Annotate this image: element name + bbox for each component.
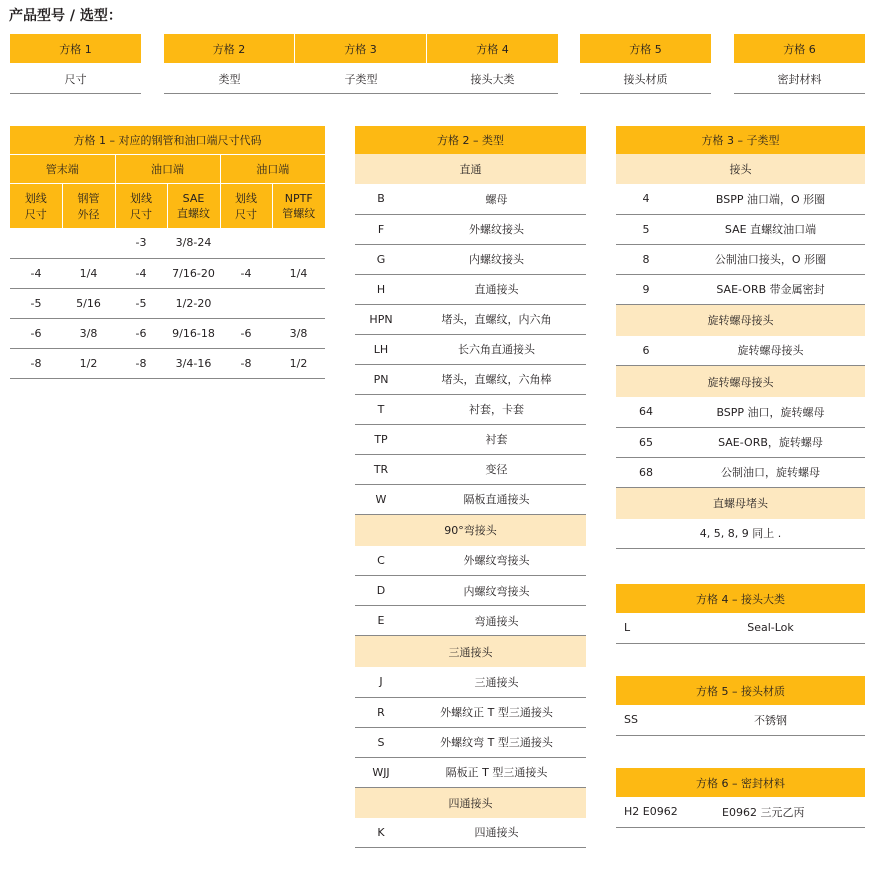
table-row: -5 5/16 -5 1/2-20 (10, 288, 325, 318)
table-row: TP 衬套 (355, 424, 586, 454)
table-row: 6 旋转螺母接头 (616, 336, 865, 366)
fitting-class-title: 方格 4 – 接头大类 (696, 592, 785, 606)
table-row: G 内螺纹接头 (355, 244, 586, 274)
table-row: D 内螺纹弯接头 (355, 576, 586, 606)
table-row: J 三通接头 (355, 667, 586, 697)
box5-label: 接头材质 (580, 64, 711, 94)
table-row: 4 BSPP 油口端，O 形圈 (616, 184, 865, 214)
fitting-class-table (616, 584, 865, 644)
seal-material-title: 方格 6 – 密封材料 (696, 776, 785, 790)
table-row: 8 公制油口接头，O 形圈 (616, 244, 865, 274)
box1-label: 尺寸 (10, 64, 141, 94)
column-header: 钢管 外径 (62, 184, 115, 229)
table-row: H 直通接头 (355, 274, 586, 304)
table-row: T 衬套，卡套 (355, 394, 586, 424)
column-header: 划线 尺寸 (115, 184, 167, 229)
box4-label: 接头大类 (427, 64, 558, 94)
material-title: 方格 5 – 接头材质 (696, 684, 785, 698)
subtype-table-title: 方格 3 – 子类型 (701, 134, 780, 147)
table-row: 4, 5, 8, 9 同上 . (616, 519, 865, 549)
section-header: 90°弯接头 (444, 524, 497, 537)
section-header: 旋转螺母接头 (707, 314, 774, 327)
table-row: 64 BSPP 油口，旋转螺母 (616, 397, 865, 427)
column-header: NPTF 管螺纹 (282, 191, 316, 220)
table-row: B 螺母 (355, 184, 586, 214)
table-row: -3 3/8-24 (10, 228, 325, 258)
subtype-table (616, 126, 865, 549)
box6-label: 密封材料 (734, 64, 865, 94)
table-row: C 外螺纹弯接头 (355, 546, 586, 576)
table-row: L Seal-Lok (616, 613, 865, 643)
box3-header: 方格 3 (295, 34, 427, 63)
type-table-title: 方格 2 – 类型 (437, 134, 504, 147)
group-port-end: 油口端 (220, 155, 325, 184)
table-row: WJJ 隔板正 T 型三通接头 (355, 757, 586, 787)
section-header: 四通接头 (448, 796, 493, 810)
material-table (616, 676, 865, 736)
seal-material-table (616, 768, 865, 828)
table-row: F 外螺纹接头 (355, 214, 586, 244)
column-header: SAE 直螺纹 (167, 184, 220, 229)
table-row: R 外螺纹正 T 型三通接头 (355, 697, 586, 727)
table-row: 68 公制油口，旋转螺母 (616, 457, 865, 487)
group-port-end: 油口端 (115, 155, 220, 184)
table-row: HPN 堵头，直螺纹，内六角 (355, 304, 586, 334)
box4-header: 方格 4 (427, 34, 558, 63)
section-header: 直通 (459, 163, 482, 176)
box2-label: 类型 (164, 64, 295, 94)
table-row: S 外螺纹弯 T 型三通接头 (355, 727, 586, 757)
box3-label: 子类型 (295, 64, 427, 94)
table-row: 9 SAE-ORB 带金属密封 (616, 274, 865, 304)
section-header: 三通接头 (448, 645, 493, 659)
page-title: 产品型号 / 选型： (9, 8, 122, 24)
box2-header: 方格 2 (164, 34, 295, 63)
box6-header: 方格 6 (734, 34, 865, 63)
type-table (355, 126, 586, 848)
table-row: E 弯通接头 (355, 606, 586, 636)
box1-header: 方格 1 (10, 34, 141, 63)
section-header: 接头 (729, 163, 752, 176)
table-row: 5 SAE 直螺纹油口端 (616, 214, 865, 244)
table-row: -4 1/4 -4 7/16-20 -4 1/4 (10, 258, 325, 288)
table-row: 65 SAE-ORB，旋转螺母 (616, 427, 865, 457)
column-header: 划线 尺寸 (10, 184, 62, 229)
table-row: -6 3/8 -6 9/16-18 -6 3/8 (10, 318, 325, 348)
table-row: K 四通接头 (355, 818, 586, 848)
table-row: SS 不锈钢 (616, 705, 865, 735)
table-row: H2 E0962 E0962 三元乙丙 (616, 797, 865, 827)
table-row: PN 堵头，直螺纹，六角棒 (355, 364, 586, 394)
size-table-title: 方格 1 – 对应的钢管和油口端尺寸代码 (10, 126, 325, 155)
table-row: W 隔板直通接头 (355, 484, 586, 514)
table-row: -8 1/2 -8 3/4-16 -8 1/2 (10, 348, 325, 378)
section-header: 旋转螺母接头 (707, 375, 774, 389)
table-row: TR 变径 (355, 454, 586, 484)
table-row: LH 长六角直通接头 (355, 334, 586, 364)
column-header: 划线 尺寸 (220, 184, 272, 229)
section-header: 直螺母堵头 (713, 497, 768, 510)
size-code-table (10, 126, 325, 379)
box5-header: 方格 5 (580, 34, 711, 63)
group-tube-end: 管末端 (10, 155, 115, 184)
